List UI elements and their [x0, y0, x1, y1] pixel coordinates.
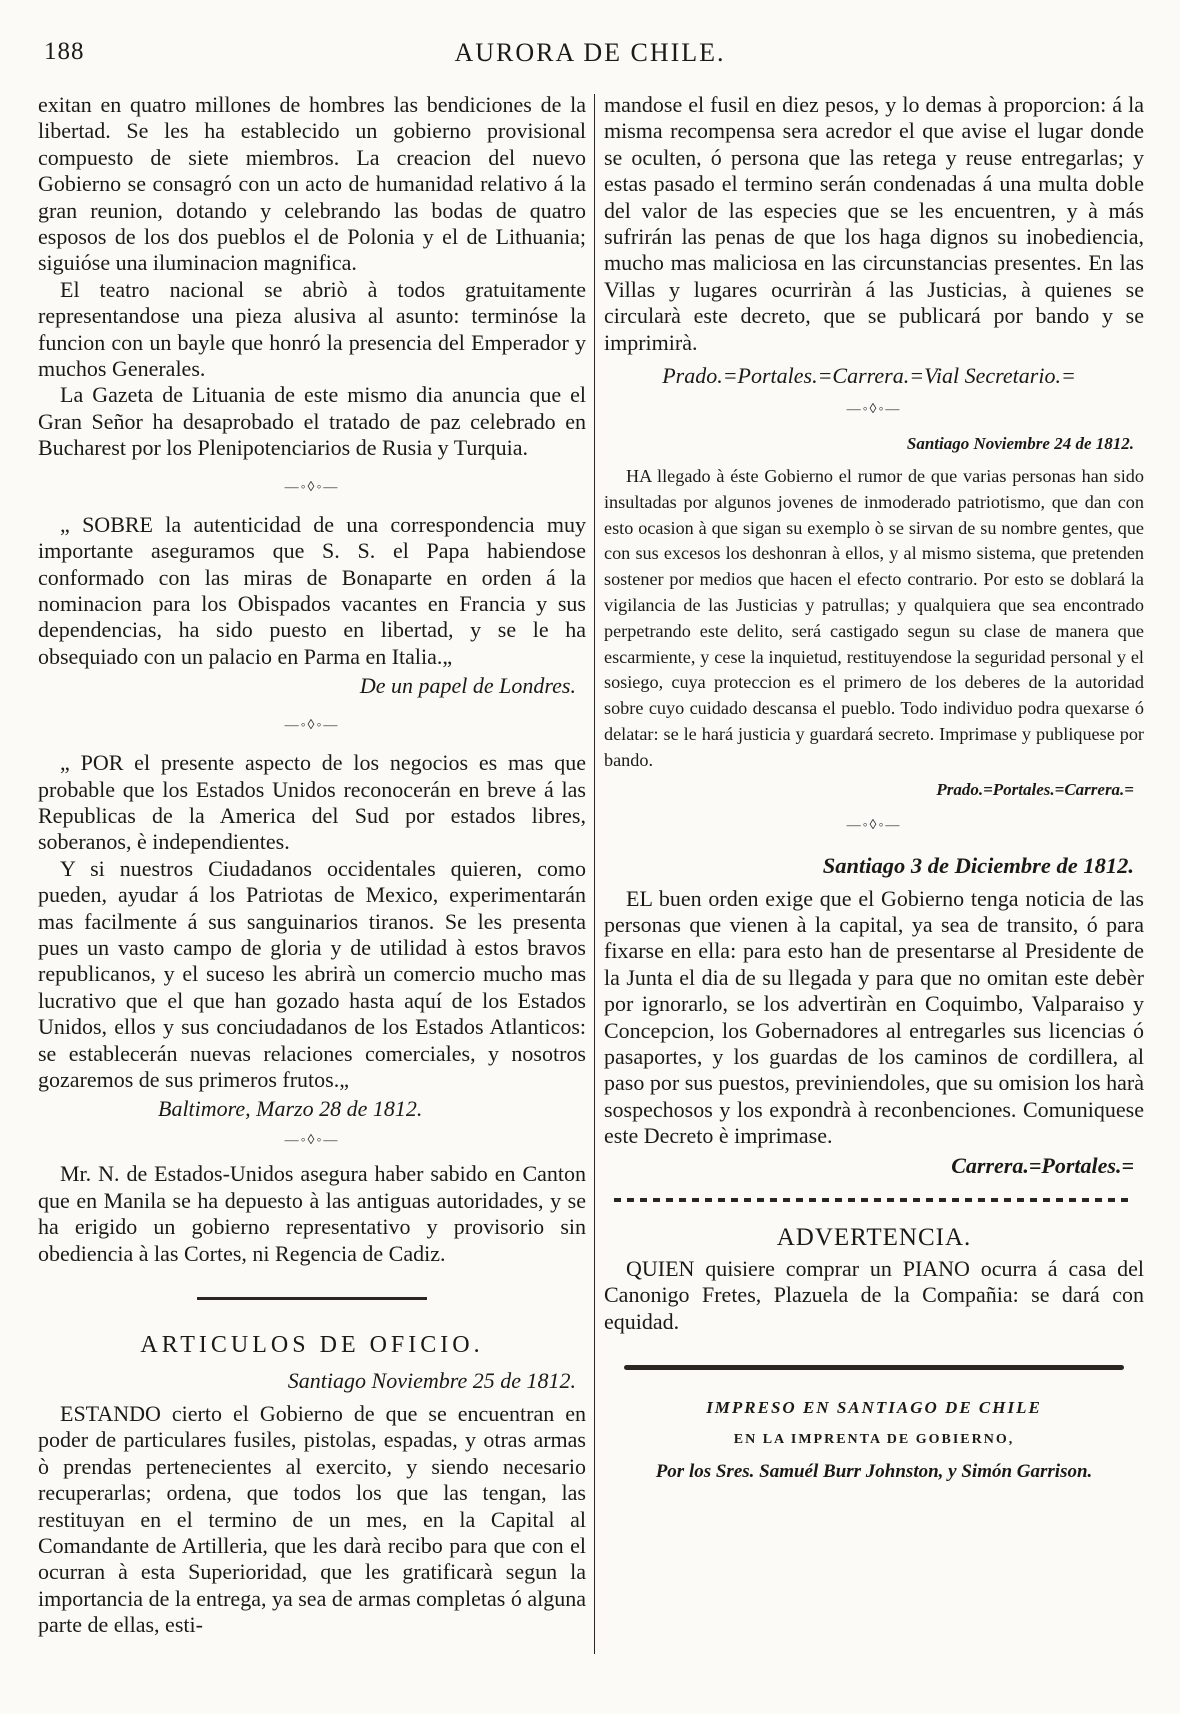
article-paragraph: exitan en quatro millones de hombres las bendiciones de la libertad. Se les ha establecido un gobierno provisional compuesto de siete miembros. La creacion del nuevo Gobierno se consagró con un acto de humanidad relativo á la gran reunion, dotando y celebrando las bodas de quatro esposos de los dos pueblos el de Polonia y el de Lithuania; siguióse una iluminacion magnifica. [38, 92, 586, 276]
left-column [38, 92, 586, 1639]
thick-rule [624, 1365, 1124, 1370]
imprint-line-1: IMPRESO EN SANTIAGO DE CHILE [706, 1397, 1042, 1417]
article-paragraph: mandose el fusil en diez pesos, y lo demas à proporcion: á la misma recompensa sera acredor el que avise el lugar donde se oculten, ó persona que las retega y reuse entregarlas; y estas pasado el termino serán condenadas á una multa doble del valor de las especies que se les encuentren, y à más sufrirán las penas de que los haga dignos su inobediencia, mucho mas maliciosa en las circunstancias presentes. En las Villas y lugares ocurriràn á las Justicias, à quienes se circularà este decreto, que se publicará por bando y se imprimirà. [604, 92, 1144, 355]
rule-line [197, 1297, 427, 1300]
imprint-line-2: EN LA IMPRENTA DE GOBIERNO, [733, 1431, 1015, 1447]
advertisement-heading: ADVERTENCIA. [776, 1223, 972, 1251]
article-paragraph: „ POR el presente aspecto de los negocios es mas que probable que los Estados Unidos reconocerán en breve á las Republicas de la America del Sud por estados libres, soberanos, è independientes. [38, 750, 586, 855]
signature-line: Prado.=Portales.=Carrera.= [936, 779, 1134, 799]
article-paragraph: El teatro nacional se abriò à todos gratuitamente representandose una pieza alusiva al asunto: terminóse la funcion con un bayle que honró la presencia del Emperador y muchos Generales. [38, 276, 586, 382]
article-paragraph: „ SOBRE la autenticidad de una correspondencia muy importante aseguramos que S. S. el Papa habiendose conformado con las miras de Bonaparte en orden á la nominacion para los Obispados vacantes en Francia y sus dependencias, ha sido puesto en libertad, y se le ha obsequiado con un palacio en Parma en Italia.„ [38, 511, 586, 669]
article-paragraph: HA llegado à éste Gobierno el rumor de que varias personas han sido insultadas por algunos jovenes de inmoderado patriotismo, que dan con esto ocasion à que sigan su exemplo ò se sirvan de su nombre gentes, que con sus excesos los deshonran à ellos, y al mismo sistema, que pretenden sostener por medios que hacen el efecto contrario. Por esto se doblará la vigilancia de las Justicias y patrullas; y qualquiera que sea encontrado perpetrando este delito, será castigado segun su clase de manera que escarmiente, y cese la inquietud, restituyendose la seguridad personal y el sosiego, cuya proteccion es el primero de los deberes de la autoridad sobre cuyo cuidado descansa el pueblo. Todo individuo podra quexarse ó delatar: se le hará justicia y guardará secreto. Imprimase y publiquese por bando. [604, 466, 1144, 770]
right-column [604, 92, 1144, 1488]
section-ornament: —◦◊◦— [846, 817, 902, 833]
dashed-rule [614, 1198, 1134, 1202]
section-ornament: —◦◊◦— [284, 1133, 340, 1149]
page-number: 188 [44, 38, 85, 65]
dateline: Santiago 3 de Diciembre de 1812. [822, 852, 1134, 878]
section-ornament: —◦◊◦— [846, 402, 902, 418]
ornamental-rule [38, 1289, 586, 1307]
source-attribution: De un papel de Londres. [359, 673, 576, 699]
advertisement-text: QUIEN quisiere comprar un PIANO ocurra á casa del Canonigo Fretes, Plazuela de la Compañia: se dará con equidad. [604, 1255, 1144, 1334]
source-attribution: Baltimore, Marzo 28 de 1812. [158, 1096, 423, 1122]
article-paragraph: ESTANDO cierto el Gobierno de que se encuentran en poder de particulares fusiles, pistolas, espadas, y otras armas ò prendas pertenecientes al exercito, y siendo necesario recuperarlas; ordena, que todos los que las tengan, las restituyan en el termino de un mes, en la Capital al Comandante de Artilleria, que les darà recibo para que con el ocurran à esta Superioridad, que les gratificarà segun la importancia de la entrega, ya sea de armas completas ó alguna parte de ellas, esti- [38, 1401, 586, 1638]
imprint-line-3: Por los Sres. Samuél Burr Johnston, y Simón Garrison. [655, 1460, 1093, 1482]
article-paragraph: EL buen orden exige que el Gobierno tenga noticia de las personas que vienen à la capital, ya sea de transito, ó para fixarse en ella: para esto han de presentarse al Presidente de la Junta el dia de su llegada y para que no omitan este debèr por ignorarlo, se los advertiràn en Coquimbo, Valparaiso y Concepcion, los Gobernadores al entregarles sus licencias ó pasaportes, y los guardas de los caminos de cordillera, al paso por sus puestos, previniendoles, que su omision los harà sospechosos y los expondrà à reconbenciones. Comuniquese este Decreto è imprimase. [604, 885, 1144, 1149]
article-paragraph: Y si nuestros Ciudadanos occidentales quieren, como pueden, ayudar á los Patriotas de Mexico, experimentarán mas facilmente á sus sanguinarios tiranos. Se les presenta pues un vasto campo de gloria y de utilidad à estos bravos republicanos, y el suceso les abrirà un comercio mucho mas lucrativo que el que han gozado hasta aquí de los Estados Unidos, ellos y sus conciudadanos de los Estados Atlanticos: se establecerán nuevas relaciones comerciales, y nosotros gozaremos de sus primeros frutos.„ [38, 855, 586, 1092]
dateline: Santiago Noviembre 25 de 1812. [287, 1368, 576, 1394]
dateline: Santiago Noviembre 24 de 1812. [906, 434, 1134, 454]
newspaper-title: AURORA DE CHILE. [454, 38, 726, 67]
article-paragraph: La Gazeta de Lituania de este mismo dia anuncia que el Gran Señor ha desaprobado el tratado de paz celebrado en Bucharest por los Plenipotenciarios de Rusia y Turquia. [38, 382, 586, 461]
signature-line: Prado.=Portales.=Carrera.=Vial Secretario.= [662, 363, 1076, 389]
section-heading: ARTICULOS DE OFICIO. [140, 1332, 484, 1359]
section-ornament: —◦◊◦— [284, 479, 340, 495]
page-header [40, 36, 1140, 76]
section-ornament: —◦◊◦— [284, 718, 340, 734]
column-divider [594, 94, 595, 1654]
signature-line: Carrera.=Portales.= [951, 1152, 1134, 1178]
article-paragraph: Mr. N. de Estados-Unidos asegura haber sabido en Canton que en Manila se ha depuesto à las antiguas autoridades, y se ha erigido un gobierno representativo y provisorio sin obediencia à las Cortes, ni Regencia de Cadiz. [38, 1161, 586, 1266]
